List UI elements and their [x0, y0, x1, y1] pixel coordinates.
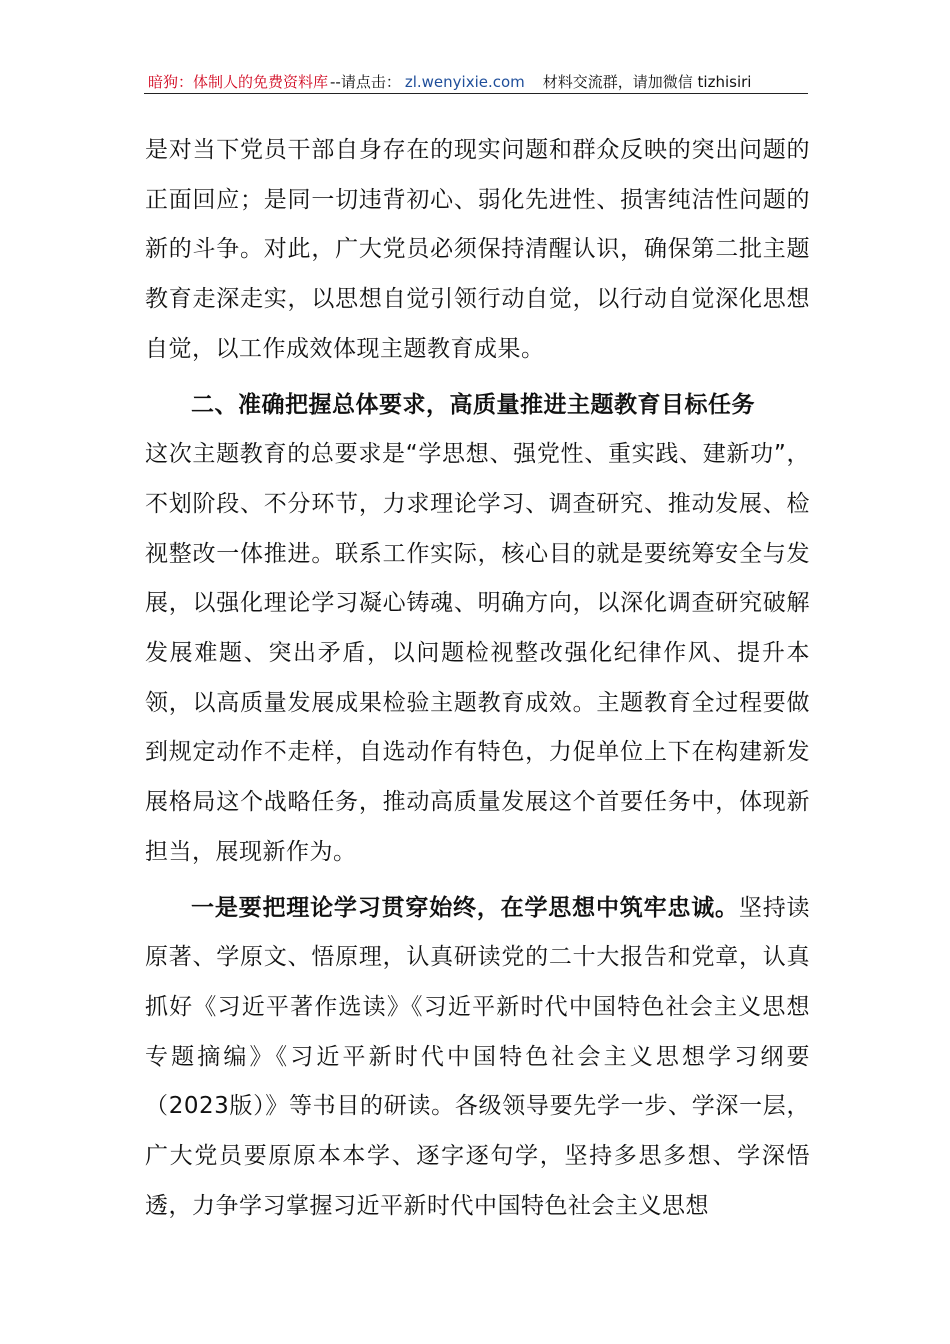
document-body [145, 126, 810, 1231]
paragraph-3 [145, 884, 810, 1232]
paragraph-2: 这次主题教育的总要求是“学思想、强党性、重实践、建新功”，不划阶段、不分环节，力求理论学习、调查研究、推动发展、检视整改一体推进。联系工作实际，核心目的就是要统筹安全与发展，以强化理论学习凝心铸魂、明确方向，以深化调查研究破解发展难题、突出矛盾，以问题检视整改强化纪律作风、提升本领，以高质量发展成果检验主题教育成效。主题教育全过程要做到规定动作不走样，自选动作有特色，力促单位上下在构建新发展格局这个战略任务，推动高质量发展这个首要任务中，体现新担当，展现新作为。 [145, 441, 810, 865]
paragraph-1: 是对当下党员干部自身存在的现实问题和群众反映的突出问题的正面回应；是同一切违背初心、弱化先进性、损害纯洁性问题的新的斗争。对此，广大党员必须保持清醒认识，确保第二批主题教育走深走实，以思想自觉引领行动自觉，以行动自觉深化思想自觉，以工作成效体现主题教育成果。 [145, 137, 810, 362]
paragraph-3-body: 坚持读原著、学原文、悟原理，认真研读党的二十大报告和党章，认真抓好《习近平著作选读》《习近平新时代中国特色社会主义思想专题摘编》《习近平新时代中国特色社会主义思想学习纲要（2023版）》等书目的研读。各级领导要先学一步、学深一层，广大党员要原原本本学、逐字逐句学，坚持多思多想、学深悟透，力争学习掌握习近平新时代中国特色社会主义思想 [145, 894, 811, 1219]
header-divider [144, 93, 808, 94]
paragraph-3-lead: 一是要把理论学习贯穿始终，在学思想中筑牢忠诚。 [191, 894, 739, 921]
header-brand: 暗狗：体制人的免费资料库 [148, 73, 329, 91]
header-link[interactable]: zl.wenyixie.com [404, 73, 525, 91]
header-prompt: --请点击： [330, 73, 401, 91]
header-contact: 材料交流群，请加微信 tizhisiri [542, 73, 752, 91]
section-heading: 二、准确把握总体要求，高质量推进主题教育目标任务 [191, 391, 755, 418]
page-header [148, 70, 808, 94]
